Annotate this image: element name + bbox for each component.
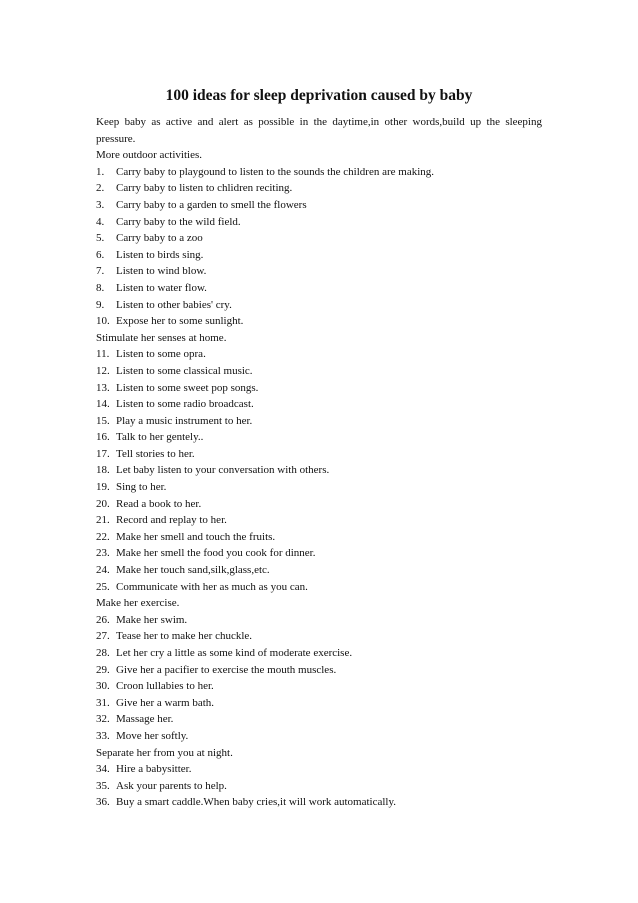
list-item-number: 7. xyxy=(96,265,105,278)
list-item xyxy=(96,462,542,479)
list-item-number: 24. xyxy=(96,564,110,577)
list-item-text: Carry baby to a garden to smell the flowers xyxy=(116,198,307,211)
list-item xyxy=(96,579,542,596)
list-item-text: Make her swim. xyxy=(116,613,188,626)
list-item-text: Communicate with her as much as you can. xyxy=(116,580,308,593)
list-item xyxy=(96,280,542,297)
list-item-number: 10. xyxy=(96,315,110,328)
list-item-number: 4. xyxy=(96,215,105,228)
list-item-number: 34. xyxy=(96,763,110,776)
list-item-number: 5. xyxy=(96,232,105,245)
list-item xyxy=(96,645,542,662)
list-item xyxy=(96,396,542,413)
list-item xyxy=(96,346,542,363)
list-item xyxy=(96,197,542,214)
list-item xyxy=(96,728,542,745)
list-item-number: 11. xyxy=(96,348,110,361)
list-item xyxy=(96,230,542,247)
list-item-number: 25. xyxy=(96,580,110,593)
list-item-text: Listen to some opra. xyxy=(116,348,206,361)
list-item xyxy=(96,446,542,463)
list-item xyxy=(96,529,542,546)
list-item-text: Listen to wind blow. xyxy=(116,265,207,278)
list-item-text: Carry baby to playgound to listen to the sounds the children are making. xyxy=(116,165,435,178)
list-item-text: Read a book to her. xyxy=(116,497,202,510)
list-item-number: 32. xyxy=(96,713,110,726)
list-item-text: Carry baby to listen to chlidren reciting. xyxy=(116,182,293,195)
list-item-number: 17. xyxy=(96,447,110,460)
list-item-number: 6. xyxy=(96,248,105,261)
list-item-number: 27. xyxy=(96,630,110,643)
list-item xyxy=(96,612,542,629)
list-item-number: 30. xyxy=(96,680,110,693)
section-heading: Separate her from you at night. xyxy=(96,746,233,759)
list-item xyxy=(96,164,542,181)
list-item-number: 13. xyxy=(96,381,110,394)
list-item-text: Give her a pacifier to exercise the mouth muscles. xyxy=(116,663,337,676)
intro-paragraph: Keep baby as active and alert as possible in the daytime,in other words,build up the sleeping pressure. xyxy=(96,116,542,145)
list-item-text: Make her smell the food you cook for dinner. xyxy=(116,547,316,560)
list-item xyxy=(96,628,542,645)
list-item xyxy=(96,214,542,231)
list-item xyxy=(96,545,542,562)
list-item xyxy=(96,429,542,446)
list-item-text: Play a music instrument to her. xyxy=(116,414,253,427)
list-item xyxy=(96,678,542,695)
list-item-text: Massage her. xyxy=(116,713,174,726)
list-item-text: Listen to other babies' cry. xyxy=(116,298,232,311)
list-item xyxy=(96,263,542,280)
list-item-number: 20. xyxy=(96,497,110,510)
list-item-text: Expose her to some sunlight. xyxy=(116,315,244,328)
list-item xyxy=(96,761,542,778)
list-item-number: 31. xyxy=(96,696,110,709)
list-item xyxy=(96,380,542,397)
list-item-text: Move her softly. xyxy=(116,729,189,742)
list-item-number: 23. xyxy=(96,547,110,560)
list-item-text: Record and replay to her. xyxy=(116,514,227,527)
list-item-text: Listen to birds sing. xyxy=(116,248,204,261)
list-item-text: Give her a warm bath. xyxy=(116,696,215,709)
list-item xyxy=(96,180,542,197)
list-item-text: Ask your parents to help. xyxy=(116,779,227,792)
list-item-text: Let baby listen to your conversation with others. xyxy=(116,464,330,477)
list-item-text: Let her cry a little as some kind of moderate exercise. xyxy=(116,647,353,659)
list-item-number: 21. xyxy=(96,514,110,527)
list-item-text: Croon lullabies to her. xyxy=(116,680,214,693)
list-item-text: Listen to some sweet pop songs. xyxy=(116,381,259,394)
section-heading: More outdoor activities. xyxy=(96,149,203,162)
list-item xyxy=(96,247,542,264)
list-item-text: Tease her to make her chuckle. xyxy=(116,630,253,643)
list-item-number: 3. xyxy=(96,198,105,211)
list-item-text: Carry baby to a zoo xyxy=(116,232,203,245)
section-heading: Make her exercise. xyxy=(96,597,180,610)
list-item-number: 19. xyxy=(96,481,110,494)
list-item-number: 16. xyxy=(96,431,110,444)
list-item xyxy=(96,711,542,728)
list-item-text: Sing to her. xyxy=(116,481,167,494)
list-item-number: 14. xyxy=(96,398,110,411)
list-item-number: 9. xyxy=(96,298,105,311)
list-item-number: 29. xyxy=(96,663,110,676)
list-item-text: Listen to some radio broadcast. xyxy=(116,398,254,411)
list-item xyxy=(96,662,542,679)
list-item-text: Listen to water flow. xyxy=(116,281,207,294)
list-item-text: Tell stories to her. xyxy=(116,447,195,460)
list-item xyxy=(96,794,542,811)
list-item-number: 12. xyxy=(96,364,110,377)
list-item xyxy=(96,512,542,529)
list-item-number: 18. xyxy=(96,464,110,477)
list-item xyxy=(96,496,542,513)
content-list xyxy=(96,147,542,811)
list-item-number: 36. xyxy=(96,796,110,809)
list-item xyxy=(96,695,542,712)
list-item-number: 15. xyxy=(96,414,110,427)
list-item xyxy=(96,479,542,496)
list-item xyxy=(96,313,542,330)
list-item xyxy=(96,413,542,430)
list-item-text: Make her touch sand,silk,glass,etc. xyxy=(116,564,270,577)
list-item-number: 2. xyxy=(96,182,105,195)
list-item-text: Carry baby to the wild field. xyxy=(116,215,241,228)
list-item-text: Make her smell and touch the fruits. xyxy=(116,530,276,543)
list-item xyxy=(96,363,542,380)
list-item-number: 1. xyxy=(96,165,105,178)
document-page xyxy=(96,86,542,811)
list-item-number: 35. xyxy=(96,779,110,792)
list-item xyxy=(96,562,542,579)
list-item-text: Hire a babysitter. xyxy=(116,763,192,776)
document-title: 100 ideas for sleep deprivation caused by baby xyxy=(165,87,473,104)
list-item-number: 22. xyxy=(96,530,110,543)
list-item-text: Talk to her gentely.. xyxy=(116,431,204,444)
list-item-number: 8. xyxy=(96,281,105,294)
section-heading: Stimulate her senses at home. xyxy=(96,331,227,344)
list-item-number: 28. xyxy=(96,647,110,659)
list-item-text: Buy a smart caddle.When baby cries,it will work automatically. xyxy=(116,796,397,809)
list-item-text: Listen to some classical music. xyxy=(116,364,253,377)
list-item xyxy=(96,297,542,314)
list-item-number: 26. xyxy=(96,613,110,626)
list-item xyxy=(96,778,542,795)
list-item-number: 33. xyxy=(96,729,110,742)
